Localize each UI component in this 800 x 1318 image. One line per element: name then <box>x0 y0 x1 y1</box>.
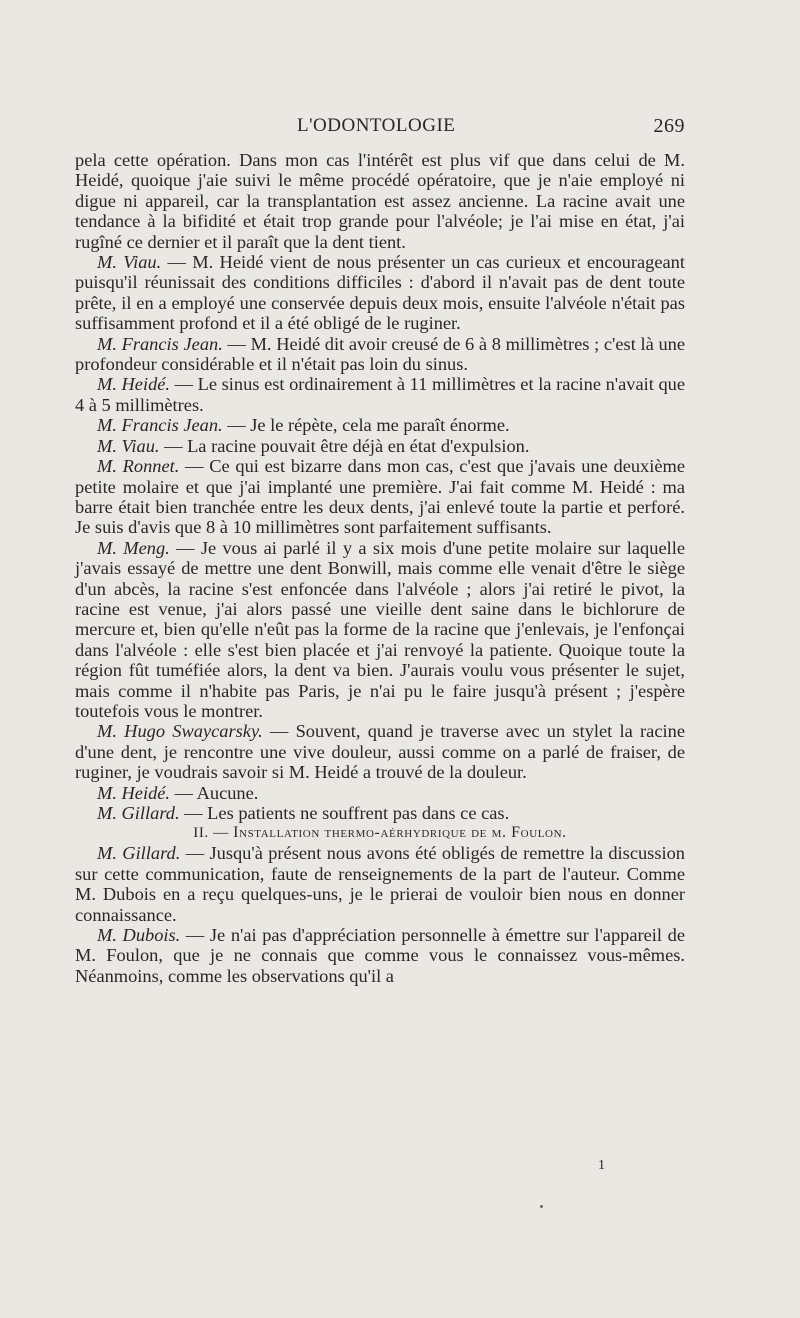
speaker-name: M. Heidé. <box>97 782 171 803</box>
paragraph-text: — La racine pouvait être déjà en état d'expulsion. <box>159 435 530 456</box>
paragraph-text: — Ce qui est bizarre dans mon cas, c'est que j'avais une deuxième petite molaire et que j'ai implanté une première. J'ai fait comme M. Heidé : ma barre était bien tranchée entre les deux dents, j'ai enlevé toute la partie et perforé. Je suis d'avis que 8 à 10 millimètres sont parfaitement suffisants. <box>75 456 685 538</box>
speaker-name: M. Viau. <box>97 252 162 273</box>
paragraph-text: — M. Heidé dit avoir creusé de 6 à 8 millimètres ; c'est là une profondeur considérable et il n'était pas loin du sinus. <box>75 333 685 375</box>
speaker-name: M. Hugo Swaycarsky. <box>97 721 263 742</box>
page-body <box>75 150 685 986</box>
paragraph <box>75 925 685 986</box>
page-number: 269 <box>653 115 685 137</box>
paragraph-text: — Je vous ai parlé il y a six mois d'une petite molaire sur laquelle j'avais essayé de mettre une dent Bonwill, mais comme elle venait d'être le siège d'un abcès, la racine s'est enfoncée dans l'alvéole ; alors j'ai retiré le pivot, la racine est venue, j'ai alors passé une vieille dent saine dans le bichlorure de mercure et, bien qu'elle n'eût pas la forme de la racine que j'enlevais, je l'enfonçai dans l'alvéole : elle s'est bien placée et j'ai renvoyé la patiente. Quoique toute la région fût tuméfiée alors, la dent va bien. J'aurais voulu vous présenter le sujet, mais comme il n'habite pas Paris, je n'ai pu le faire jusqu'à présent ; j'espère toutefois vous le montrer. <box>75 537 685 721</box>
paragraph <box>75 538 685 722</box>
page-header <box>75 115 685 141</box>
paragraph-text: — Je n'ai pas d'appréciation personnelle à émettre sur l'appareil de M. Foulon, que je ne connais que comme vous le connaissez vous-mêmes. Néanmoins, comme les observations qu'il a <box>75 925 685 986</box>
speaker-name: M. Gillard. <box>97 803 180 823</box>
paragraph-text: — Le sinus est ordinairement à 11 millimètres et la racine n'avait que 4 à 5 millimètres. <box>75 374 685 415</box>
running-title: L'ODONTOLOGIE <box>297 115 456 136</box>
discussion-paragraphs <box>75 150 685 823</box>
speaker-name: M. Gillard. <box>97 843 181 864</box>
paragraph-text: — Les patients ne souffrent pas dans ce cas. <box>179 803 510 823</box>
section-heading <box>75 823 685 843</box>
paragraph-text: — Je le répète, cela me paraît énorme. <box>222 415 510 436</box>
paragraph <box>75 252 685 334</box>
paragraph <box>75 803 685 823</box>
signature-mark: 1 <box>598 1158 605 1173</box>
speaker-name: M. Viau. <box>97 435 160 456</box>
speaker-name: M. Meng. <box>97 537 170 558</box>
paragraph <box>75 843 685 925</box>
section-title: Installation thermo-aérhydrique de m. Foulon. <box>233 824 567 842</box>
speaker-name: M. Francis Jean. <box>97 415 223 436</box>
paragraph-text: pela cette opération. Dans mon cas l'intérêt est plus vif que dans celui de M. Heidé, quoique j'aie suivi le même procédé opératoire, que je n'aie employé ni digue ni appareil, car la transplantation est assez ancienne. La racine avait une tendance à la bifidité et était trop grande pour l'alvéole; je l'ai mise en état, j'ai rugîné ce dernier et il paraît que la dent tient. <box>75 150 685 252</box>
discussion-paragraphs-2 <box>75 843 685 986</box>
paragraph <box>75 415 685 435</box>
section-dash: — <box>208 825 234 842</box>
paragraph-text: — M. Heidé vient de nous présenter un cas curieux et encourageant puisqu'il réunissait des conditions difficiles : d'abord il n'avait pas de dent toute prête, il en a employé une conservée depuis deux mois, ensuite l'alvéole n'était pas suffisamment profond et il a été obligé de le ruginer. <box>75 252 685 334</box>
paragraph <box>75 436 685 456</box>
speaker-name: M. Ronnet. <box>97 456 180 477</box>
paragraph <box>75 783 685 803</box>
speaker-name: M. Heidé. <box>97 374 171 395</box>
paragraph-text: — Souvent, quand je traverse avec un stylet la racine d'une dent, je rencontre une vive douleur, aussi comme on a parlé de fraiser, de ruginer, je voudrais savoir si M. Heidé a trouvé de la douleur. <box>75 721 685 783</box>
paragraph <box>75 456 685 538</box>
section-number: II. <box>193 825 209 842</box>
speaker-name: M. Francis Jean. <box>97 333 223 354</box>
paragraph-text: — Aucune. <box>170 782 259 803</box>
paragraph <box>75 150 685 252</box>
ink-dot <box>540 1205 543 1208</box>
paragraph <box>75 721 685 782</box>
paragraph-text: — Jusqu'à présent nous avons été obligés de remettre la discussion sur cette communication, faute de renseignements de la part de l'auteur. Comme M. Dubois en a reçu quelques-uns, je le prierai de vouloir bien nous en donner connaissance. <box>75 843 685 925</box>
paragraph <box>75 334 685 375</box>
speaker-name: M. Dubois. <box>97 925 181 946</box>
paragraph <box>75 374 685 415</box>
